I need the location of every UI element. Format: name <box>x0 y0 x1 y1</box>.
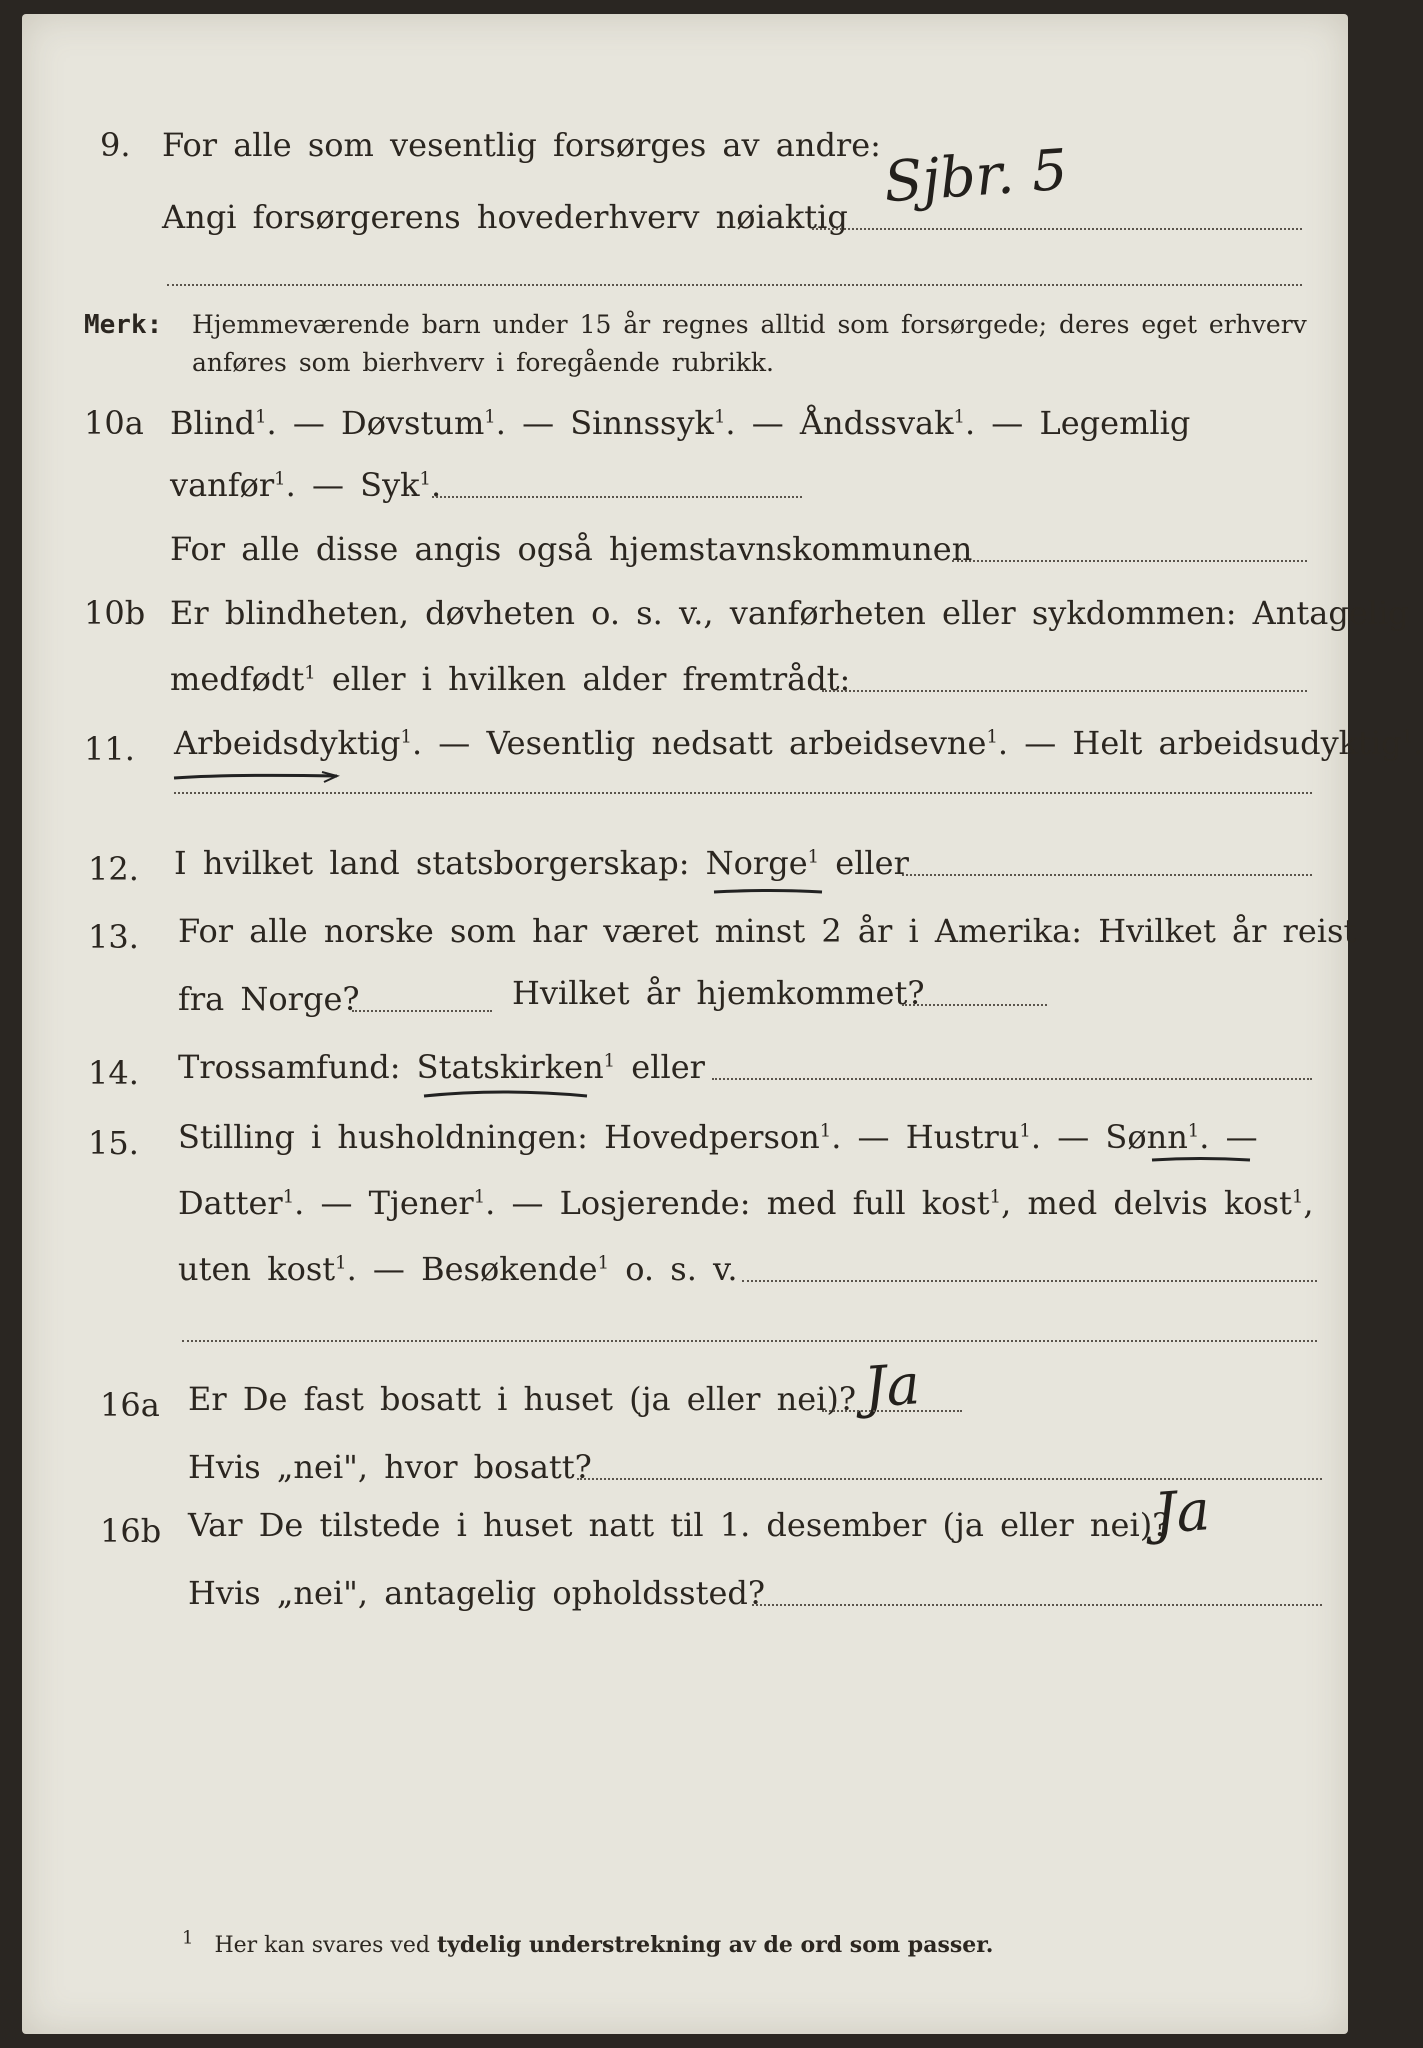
option-sinnssyk: . — Sinnssyk <box>495 404 714 442</box>
question-13-reist-label: fra Norge? <box>178 980 360 1018</box>
question-13-number: 13. <box>88 918 139 956</box>
footnote-ref: 1 <box>819 1120 832 1142</box>
option-dovstum: . — Døvstum <box>266 404 485 442</box>
footnote-ref: 1 <box>953 406 965 428</box>
footnote-ref: 1 <box>989 1186 1002 1208</box>
question-13-hjemkommet-label: Hvilket år hjemkommet? <box>512 974 925 1012</box>
question-10b-age-label: eller i hvilken alder fremtrådt: <box>315 660 851 698</box>
footnote-ref: 1 <box>1291 1186 1304 1208</box>
footnote-ref: 1 <box>986 726 998 748</box>
option-norge: Norge <box>705 844 808 882</box>
handwritten-underline-sonn <box>1150 1154 1260 1166</box>
note-label: Merk: <box>84 310 163 340</box>
footnote-text: Her kan svares ved <box>214 1933 437 1958</box>
option-besokende: . — Besøkende <box>346 1250 598 1288</box>
option-uten-kost: uten kost <box>178 1250 336 1288</box>
option-hovedperson: Stilling i husholdningen: Hovedperson <box>178 1118 820 1156</box>
or-label: eller <box>819 844 909 882</box>
option-full-kost: . — Losjerende: med full kost <box>485 1184 990 1222</box>
question-15-line-2 <box>178 1184 1314 1222</box>
question-16b-line-1: Var De tilstede i huset natt til 1. desember (ja eller nei)? <box>188 1506 1170 1544</box>
question-10a-line-1 <box>170 404 1190 442</box>
dash: . — <box>1030 1118 1106 1156</box>
question-16a-answer-line <box>822 1410 962 1412</box>
question-13-reist-line <box>352 1010 492 1012</box>
footnote-ref: 1 <box>603 1050 616 1072</box>
etc-label: o. s. v. <box>609 1250 738 1288</box>
question-12-line <box>174 844 909 882</box>
question-15-line-1 <box>178 1118 1258 1156</box>
question-9-number: 9. <box>100 126 131 164</box>
note-text-line-1: Hjemmeværende barn under 15 år regnes alltid som forsørgede; deres eget erhverv <box>192 310 1307 339</box>
handwritten-underline-statskirken <box>422 1086 592 1102</box>
footnote-ref: 1 <box>400 726 412 748</box>
question-11-line <box>174 724 1423 762</box>
footnote-ref: 1 <box>597 1252 610 1274</box>
question-16a-number: 16a <box>100 1386 160 1424</box>
footnote-emphasis: tydelig understrekning av de ord som passer. <box>436 1932 994 1958</box>
or-label: eller <box>615 1048 705 1086</box>
question-12-answer-line <box>902 874 1312 876</box>
question-15-extra-line <box>182 1340 1317 1342</box>
question-16b-line-2: Hvis „nei", antagelig opholdssted? <box>188 1574 766 1612</box>
option-arbeidsudyktig: . — Helt arbeidsudyktig <box>997 724 1402 762</box>
question-11-extra-line <box>174 792 1312 794</box>
option-nedsatt-arbeidsevne: . — Vesentlig nedsatt arbeidsevne <box>411 724 987 762</box>
footnote-ref: 1 <box>304 662 316 684</box>
footnote-ref: 1 <box>1401 726 1414 748</box>
question-16b-number: 16b <box>100 1512 162 1550</box>
question-12-number: 12. <box>88 850 139 888</box>
question-14-answer-line <box>712 1078 1312 1080</box>
option-legemlig: . — Legemlig <box>964 404 1191 442</box>
footnote-ref: 1 <box>274 468 286 490</box>
question-10b-answer-line <box>822 690 1307 692</box>
question-16b-handwritten-answer: Ja <box>1151 1478 1213 1547</box>
option-sonn: Sønn <box>1105 1118 1188 1156</box>
question-16a-bosatt-line <box>577 1478 1322 1480</box>
question-14-number: 14. <box>88 1054 139 1092</box>
footnote-mark: 1 <box>182 1927 194 1949</box>
footnote-ref: 1 <box>282 1186 295 1208</box>
question-10a-line-2 <box>170 466 441 504</box>
question-16a-line-2: Hvis „nei", hvor bosatt? <box>188 1448 592 1486</box>
citizenship-label: I hvilket land statsborgerskap: <box>174 844 706 882</box>
option-tjener: . — Tjener <box>294 1184 474 1222</box>
question-15-number: 15. <box>88 1124 139 1162</box>
option-andssvak: . — Åndssvak <box>725 404 954 442</box>
question-10b-number: 10b <box>84 594 146 632</box>
question-16a-handwritten-answer: Ja <box>861 1352 923 1421</box>
question-10b-line-1: Er blindheten, døvheten o. s. v., vanførheten eller sykdommen: Antagelig <box>170 594 1409 632</box>
option-statskirken: Statskirken <box>416 1048 604 1086</box>
note-text-line-2: anføres som bierhverv i foregående rubrikk. <box>192 348 774 377</box>
footnote-ref: 1 <box>255 406 267 428</box>
handwritten-underline-arbeidsdyktig <box>172 766 342 786</box>
question-9-answer-line <box>812 228 1302 230</box>
question-10b-line-2 <box>170 660 850 698</box>
punctuation: , <box>1303 1184 1314 1222</box>
question-10a-number: 10a <box>84 404 144 442</box>
footnote <box>182 1927 994 1958</box>
dash: . — <box>1199 1118 1258 1156</box>
question-10a-answer-line <box>432 496 802 498</box>
question-9-extra-line <box>167 284 1302 286</box>
option-syk: . — Syk <box>285 466 420 504</box>
option-vanfor: vanfør <box>170 466 275 504</box>
footnote-ref: 1 <box>484 406 496 428</box>
footnote-ref: 1 <box>335 1252 347 1274</box>
option-delvis-kost: , med delvis kost <box>1001 1184 1292 1222</box>
question-16a-line-1: Er De fast bosatt i huset (ja eller nei)? <box>188 1380 857 1418</box>
option-arbeidsdyktig: Arbeidsdyktig <box>174 724 401 762</box>
option-datter: Datter <box>178 1184 283 1222</box>
question-15-answer-line <box>742 1280 1317 1282</box>
footnote-ref: 1 <box>1019 1120 1031 1142</box>
punctuation: . <box>430 466 442 504</box>
question-9-handwritten-answer: Sjbr. 5 <box>881 137 1070 216</box>
punctuation: . <box>1413 724 1423 762</box>
question-13-hjemkommet-line <box>902 1004 1047 1006</box>
footnote-ref: 1 <box>807 846 820 868</box>
census-form-page <box>22 14 1423 2034</box>
footnote-ref: 1 <box>473 1186 486 1208</box>
question-10a-line-3: For alle disse angis også hjemstavnskommunen <box>170 530 973 568</box>
option-blind: Blind <box>170 404 256 442</box>
option-medfodt: medfødt <box>170 660 305 698</box>
question-15-line-3 <box>178 1250 737 1288</box>
footnote-ref: 1 <box>1187 1120 1200 1142</box>
question-11-number: 11. <box>84 730 135 768</box>
footnote-ref: 1 <box>419 468 431 490</box>
trossamfund-label: Trossamfund: <box>178 1048 417 1086</box>
question-9-provider-occupation-label: Angi forsørgerens hovederhverv nøiaktig <box>162 198 848 236</box>
question-13-line-1: For alle norske som har været minst 2 år i Amerika: Hvilket år reist <box>178 912 1357 950</box>
option-hustru: . — Hustru <box>831 1118 1020 1156</box>
question-10a-home-municipality-line <box>952 560 1307 562</box>
question-9-text: For alle som vesentlig forsørges av andre: <box>162 126 881 164</box>
handwritten-underline-norge <box>712 886 832 898</box>
question-16b-opholdssted-line <box>752 1604 1322 1606</box>
question-14-line <box>178 1048 705 1086</box>
footnote-ref: 1 <box>713 406 726 428</box>
